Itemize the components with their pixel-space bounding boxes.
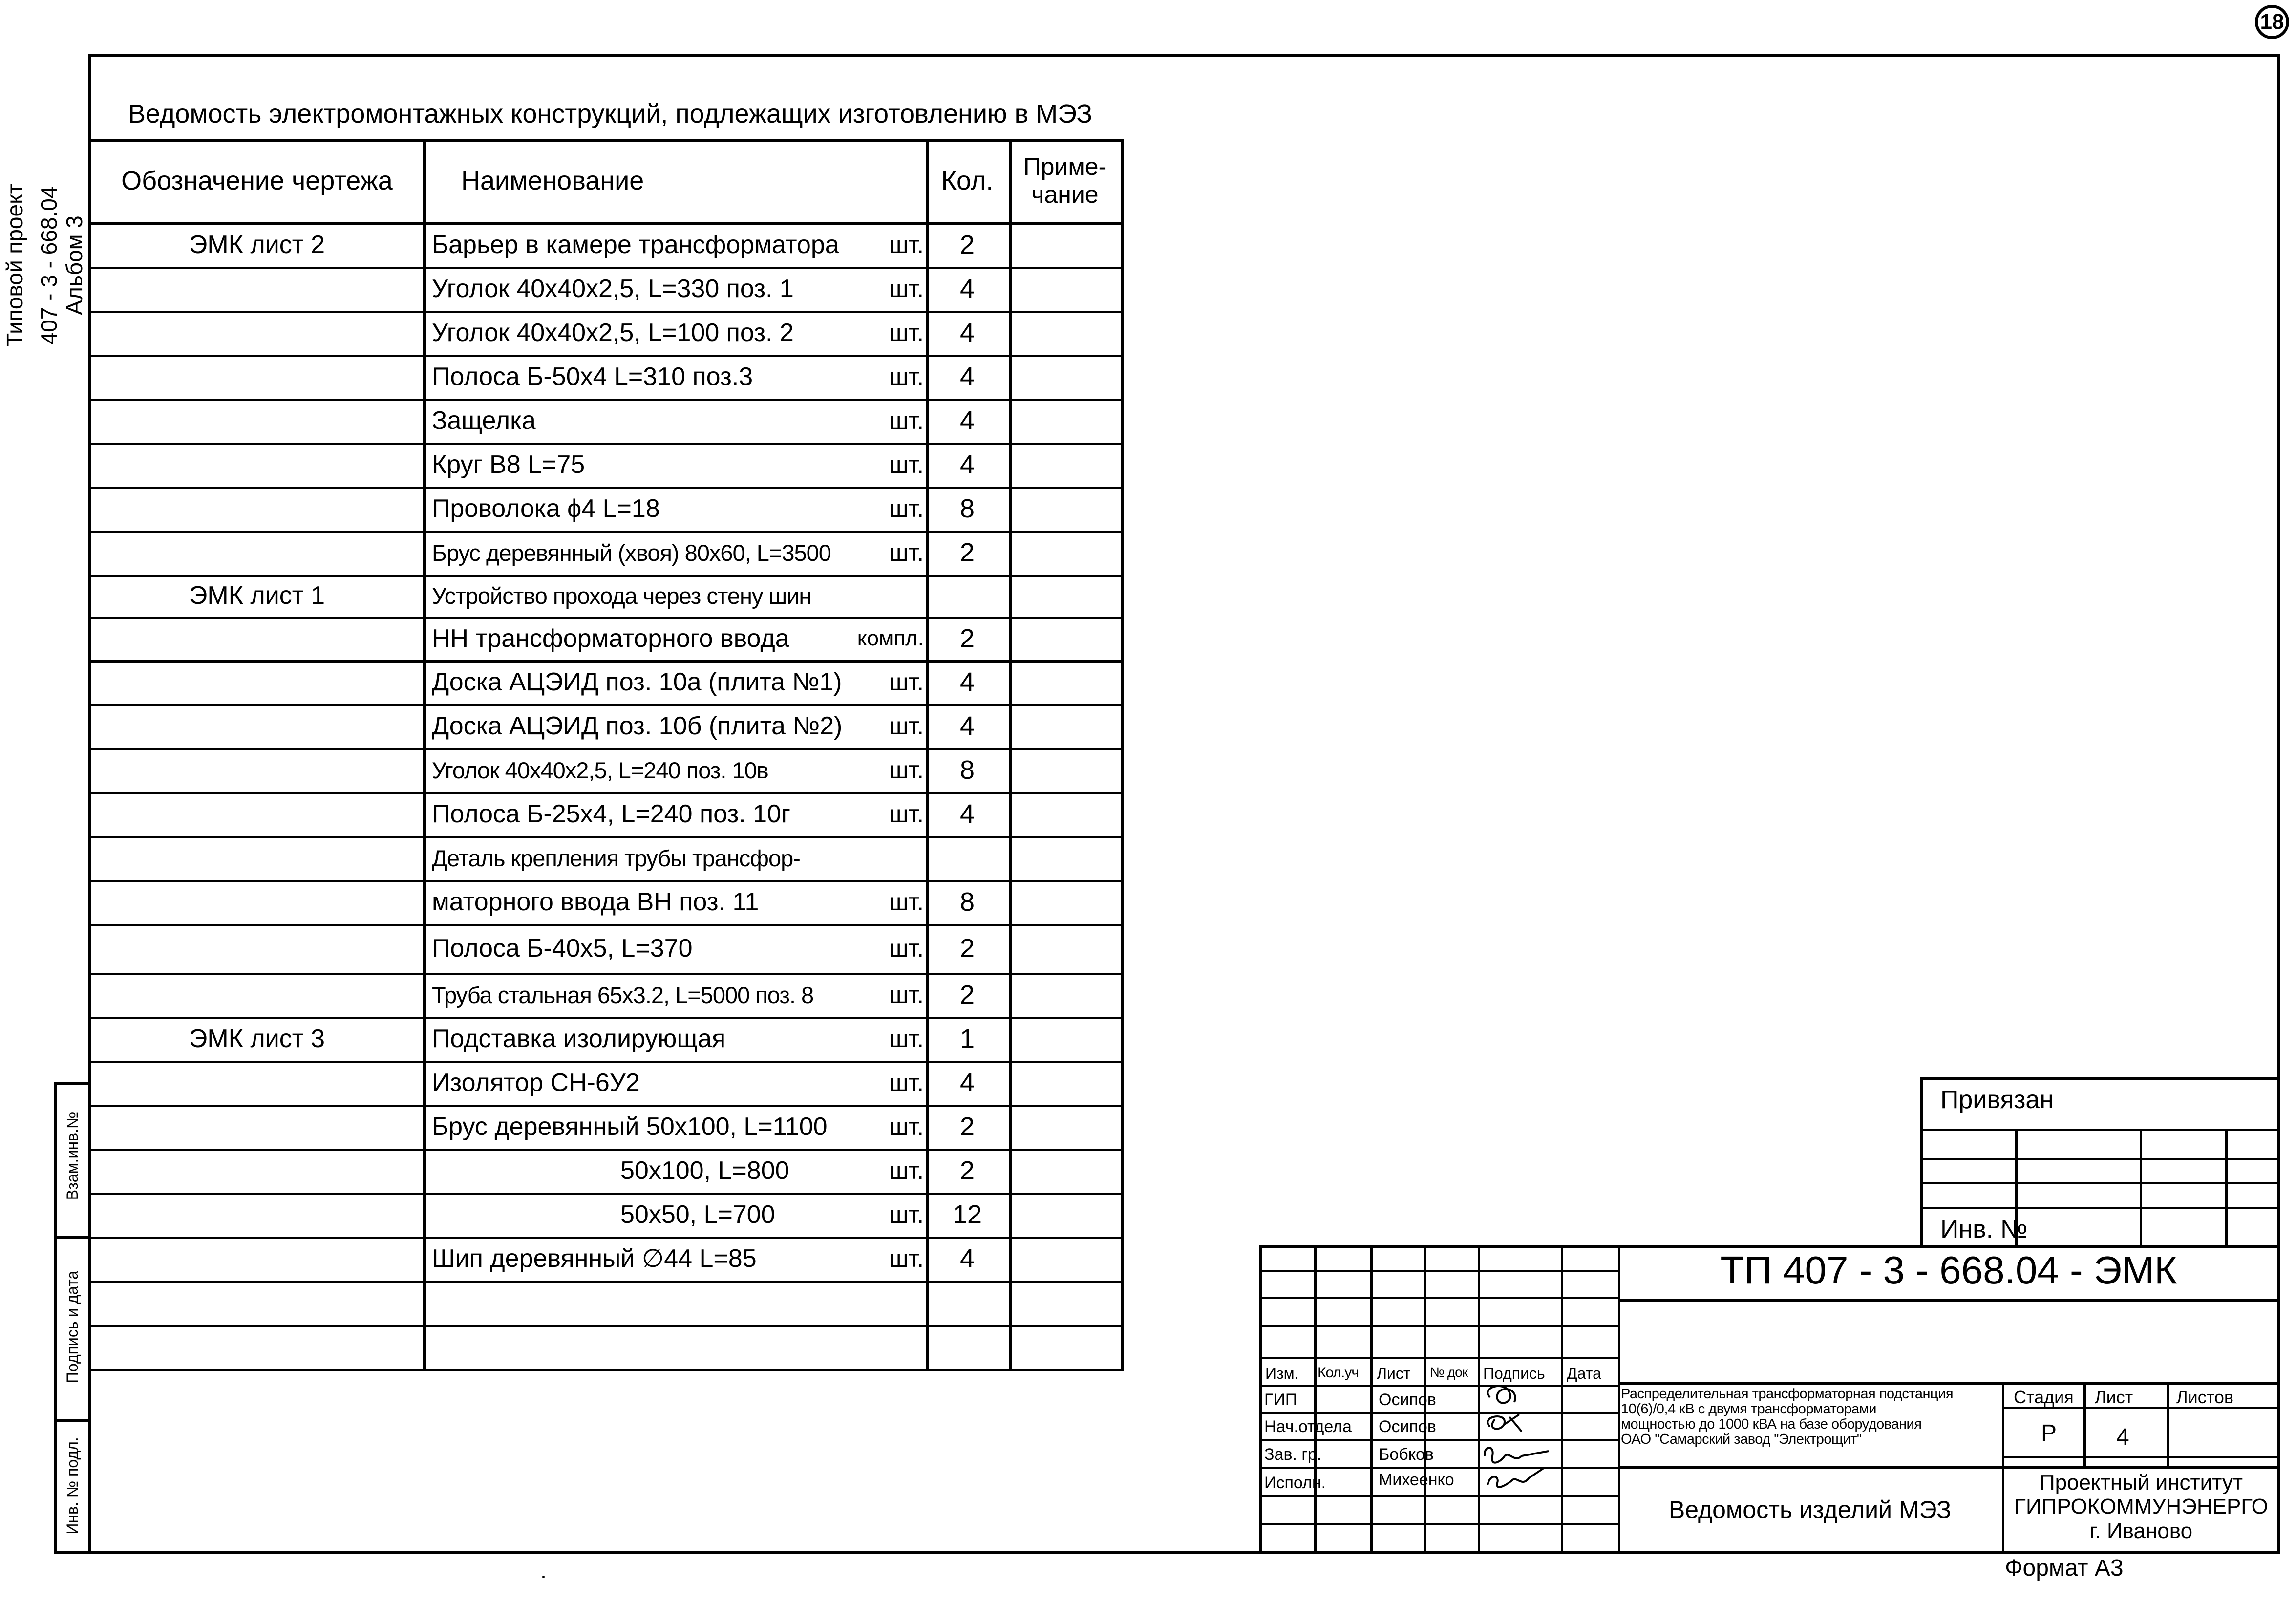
row-designation <box>91 1105 423 1149</box>
row-designation <box>91 1149 423 1193</box>
row-unit: шт. <box>889 800 924 828</box>
row-unit: шт. <box>889 495 924 522</box>
row-designation: ЭМК лист 3 <box>189 1025 325 1053</box>
row-name: Деталь крепления трубы трансфор- <box>432 845 800 871</box>
row-unit <box>857 836 924 880</box>
row-unit: шт. <box>889 1113 924 1140</box>
row-name: Барьер в камере трансформатора <box>432 230 839 259</box>
row-unit: шт. <box>889 407 924 434</box>
role-gip: ГИП <box>1264 1390 1297 1409</box>
row-name: Устройство прохода через стену шин <box>432 582 811 609</box>
row-qty <box>926 1325 1009 1369</box>
row-unit: шт. <box>889 888 924 916</box>
row-qty: 2 <box>959 538 975 567</box>
row-unit: шт. <box>889 668 924 696</box>
row-designation <box>91 487 423 531</box>
row-designation <box>91 311 423 355</box>
row-qty: 2 <box>959 623 975 653</box>
row-designation <box>91 836 423 880</box>
row-qty: 4 <box>959 406 975 435</box>
row-unit: шт. <box>889 363 924 390</box>
row-unit: шт. <box>889 231 924 258</box>
row-unit: шт. <box>889 1157 924 1184</box>
row-qty <box>926 1281 1009 1325</box>
row-designation <box>91 748 423 792</box>
row-name: Подставка изолирующая <box>432 1025 726 1053</box>
row-qty: 2 <box>959 1112 975 1141</box>
row-unit: шт. <box>889 275 924 302</box>
row-name: Уголок 40х40х2,5, L=240 поз. 10в <box>432 757 768 783</box>
row-name: НН трансформаторного ввода <box>432 624 789 653</box>
row-qty: 4 <box>959 450 975 479</box>
row-qty: 4 <box>959 711 975 741</box>
row-name: Труба стальная 65х3.2, L=5000 поз. 8 <box>432 982 814 1008</box>
stamp-cell-replace-inv: Взам.инв.№ <box>64 1112 81 1200</box>
row-qty: 8 <box>959 494 975 523</box>
row-name: Доска АЦЭИД поз. 10а (плита №1) <box>432 668 842 696</box>
row-designation <box>91 973 423 1017</box>
row-unit: шт. <box>889 1201 924 1228</box>
row-name: Доска АЦЭИД поз. 10б (плита №2) <box>432 712 843 740</box>
row-designation <box>91 355 423 399</box>
row-designation <box>91 531 423 575</box>
row-qty: 4 <box>959 318 975 347</box>
row-name: Уголок 40х40х2,5, L=100 поз. 2 <box>432 319 794 347</box>
role-exec: Исполн. <box>1264 1474 1326 1492</box>
sheet-number: 18 <box>2260 10 2284 34</box>
row-qty <box>926 575 1009 617</box>
row-unit <box>857 575 924 617</box>
header-note: Приме- чание <box>1023 152 1107 208</box>
row-designation <box>91 617 423 660</box>
row-name: Полоса Б-40х5, L=370 <box>432 934 693 962</box>
tb-col-list: Лист <box>1377 1365 1411 1382</box>
header-qty: Кол. <box>941 166 994 195</box>
row-designation <box>91 704 423 748</box>
signatures <box>1475 1378 1573 1500</box>
row-name: Полоса Б-25х4, L=240 поз. 10г <box>432 800 790 828</box>
row-designation <box>91 924 423 973</box>
table-title: Ведомость электромонтажных конструкций, подлежащих изготовлению в МЭЗ <box>128 99 1093 128</box>
row-designation <box>91 1237 423 1281</box>
row-designation <box>91 267 423 311</box>
row-name: Изолятор СН-6У2 <box>432 1069 640 1097</box>
name-head: Осипов <box>1379 1417 1436 1436</box>
row-name: Брус деревянный 50х100, L=1100 <box>432 1112 828 1141</box>
side-project-line3: Альбом 3 <box>62 215 87 315</box>
row-unit: шт. <box>889 1025 924 1052</box>
row-unit <box>857 1325 924 1369</box>
sheets-label: Листов <box>2176 1387 2233 1407</box>
row-qty <box>926 836 1009 880</box>
stamp-cell-signature-date: Подпись и дата <box>64 1270 81 1384</box>
tb-col-date: Дата <box>1567 1365 1601 1382</box>
row-name <box>432 1325 872 1369</box>
role-group: Зав. гр. <box>1264 1445 1322 1464</box>
row-qty: 12 <box>952 1200 982 1229</box>
row-designation <box>91 443 423 487</box>
tb-col-izm: Изм. <box>1265 1365 1299 1382</box>
side-project-line2: 407 - 3 - 668.04 <box>36 186 62 345</box>
stamp-cell-inv-orig: Инв. № подл. <box>64 1437 81 1535</box>
name-exec: Михеенко <box>1379 1471 1454 1489</box>
row-name: Полоса Б-50х4 L=310 поз.3 <box>432 363 753 391</box>
row-qty: 2 <box>959 1156 975 1185</box>
name-group: Бобков <box>1379 1445 1434 1464</box>
row-qty: 1 <box>959 1024 975 1053</box>
row-designation <box>91 1061 423 1105</box>
row-qty: 2 <box>959 934 975 963</box>
row-unit: шт. <box>889 712 924 740</box>
row-name: Шип деревянный ∅44 L=85 <box>432 1244 757 1273</box>
row-qty: 4 <box>959 1244 975 1273</box>
row-unit: шт. <box>889 1069 924 1096</box>
row-designation <box>91 792 423 836</box>
tb-col-docnum: № док <box>1430 1365 1467 1380</box>
row-name <box>432 1281 872 1325</box>
row-unit <box>857 1281 924 1325</box>
row-qty: 2 <box>959 230 975 259</box>
sheet-label: Лист <box>2095 1387 2133 1407</box>
row-qty: 8 <box>959 887 975 917</box>
row-designation <box>91 660 423 704</box>
scan-dot <box>542 1576 545 1578</box>
project-description: Распределительная трансформаторная подстанция 10(6)/0,4 кВ с двумя трансформаторами мощностью до 1000 кВА на базе оборудования ОАО "Самарский завод "Электрощит" <box>1621 1386 1954 1448</box>
role-head: Нач.отдела <box>1264 1417 1352 1436</box>
binding-inv: Инв. № <box>1940 1215 2028 1243</box>
row-name: Защелка <box>432 406 536 435</box>
document-code: ТП 407 - 3 - 668.04 - ЭМК <box>1720 1248 2177 1292</box>
sheet-value: 4 <box>2116 1424 2129 1450</box>
row-qty: 4 <box>959 667 975 697</box>
row-designation <box>91 1281 423 1325</box>
row-name: маторного ввода ВН поз. 11 <box>432 888 759 916</box>
stage-label: Стадия <box>2014 1387 2074 1407</box>
row-unit: шт. <box>889 539 924 566</box>
row-name: Уголок 40х40х2,5, L=330 поз. 1 <box>432 275 794 303</box>
sheet-number-badge <box>2255 5 2289 39</box>
row-qty: 8 <box>959 755 975 785</box>
row-designation: ЭМК лист 1 <box>189 581 325 610</box>
side-project-line1: Типовой проект <box>2 184 27 347</box>
tb-col-kolich: Кол.уч <box>1318 1365 1359 1381</box>
row-designation <box>91 399 423 443</box>
row-unit: компл. <box>857 626 924 650</box>
row-unit: шт. <box>889 1245 924 1272</box>
binding-title: Привязан <box>1940 1086 2054 1114</box>
row-name: Проволока ϕ4 L=18 <box>432 494 660 523</box>
header-name: Наименование <box>461 166 644 195</box>
row-designation <box>91 880 423 924</box>
row-name: Круг В8 L=75 <box>432 450 585 479</box>
row-designation <box>91 1325 423 1369</box>
row-qty: 4 <box>959 799 975 829</box>
organization: Проектный институт ГИПРОКОММУНЭНЕРГО г. Иваново <box>2014 1471 2268 1543</box>
row-name: Брус деревянный (хвоя) 80х60, L=3500 <box>432 539 831 566</box>
name-gip: Осипов <box>1379 1390 1436 1409</box>
row-unit: шт. <box>889 756 924 784</box>
row-qty: 4 <box>959 362 975 391</box>
header-designation: Обозначение чертежа <box>121 166 393 195</box>
row-qty: 4 <box>959 274 975 303</box>
row-unit: шт. <box>889 451 924 478</box>
row-unit: шт. <box>889 319 924 346</box>
row-designation <box>91 1193 423 1237</box>
stage-value: Р <box>2041 1420 2057 1446</box>
row-designation: ЭМК лист 2 <box>189 230 325 259</box>
format-label: Формат А3 <box>2005 1555 2124 1581</box>
row-name: 50х50, L=700 <box>620 1200 775 1229</box>
row-name: 50х100, L=800 <box>620 1156 789 1185</box>
row-unit: шт. <box>889 981 924 1008</box>
row-qty: 4 <box>959 1068 975 1097</box>
document-title: Ведомость изделий МЭЗ <box>1668 1496 1952 1523</box>
row-qty: 2 <box>959 980 975 1009</box>
row-unit: шт. <box>889 935 924 962</box>
tb-col-signature: Подпись <box>1483 1365 1545 1382</box>
